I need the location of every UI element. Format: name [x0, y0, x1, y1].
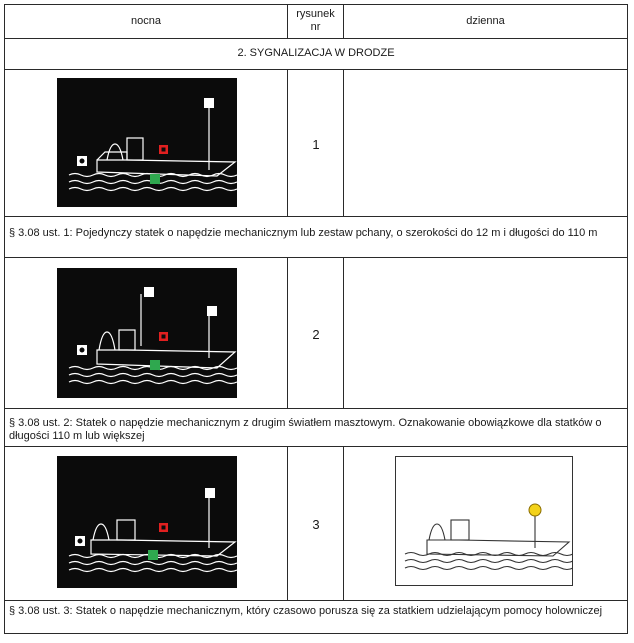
caption-2-divider [5, 446, 627, 447]
row-2-divider [5, 408, 627, 409]
caption-1-divider [5, 257, 627, 258]
figure-number-2: 2 [312, 327, 320, 342]
signal-table [4, 4, 628, 634]
figure-number-1: 1 [312, 137, 320, 152]
header-number: rysunek nr [296, 8, 335, 33]
header-night: nocna [131, 15, 161, 27]
header-divider [5, 38, 627, 39]
caption-3: § 3.08 ust. 3: Statek o napędzie mechanicznym, który czasowo porusza się za statkiem udzielającym pomocy holowniczej [9, 605, 603, 617]
day-signal-diagram-3 [395, 456, 573, 586]
row-1-divider [5, 216, 627, 217]
header-day: dzienna [466, 15, 505, 27]
night-signal-diagram-2 [57, 268, 237, 398]
section-title: 2. SYGNALIZACJA W DRODZE [237, 47, 395, 59]
caption-2: § 3.08 ust. 2: Statek o napędzie mechanicznym z drugim światłem masztowym. Oznakowanie obowiązkowe dla statków o długości 110 m lub większej [9, 417, 602, 442]
night-signal-diagram-1 [57, 78, 237, 207]
section-divider [5, 69, 627, 70]
night-signal-diagram-3 [57, 456, 237, 588]
caption-1: § 3.08 ust. 1: Pojedynczy statek o napędzie mechanicznym lub zestaw pchany, o szerokości do 12 m i długości do 110 m [9, 227, 598, 239]
row-3-divider [5, 600, 627, 601]
figure-number-3: 3 [312, 517, 320, 532]
